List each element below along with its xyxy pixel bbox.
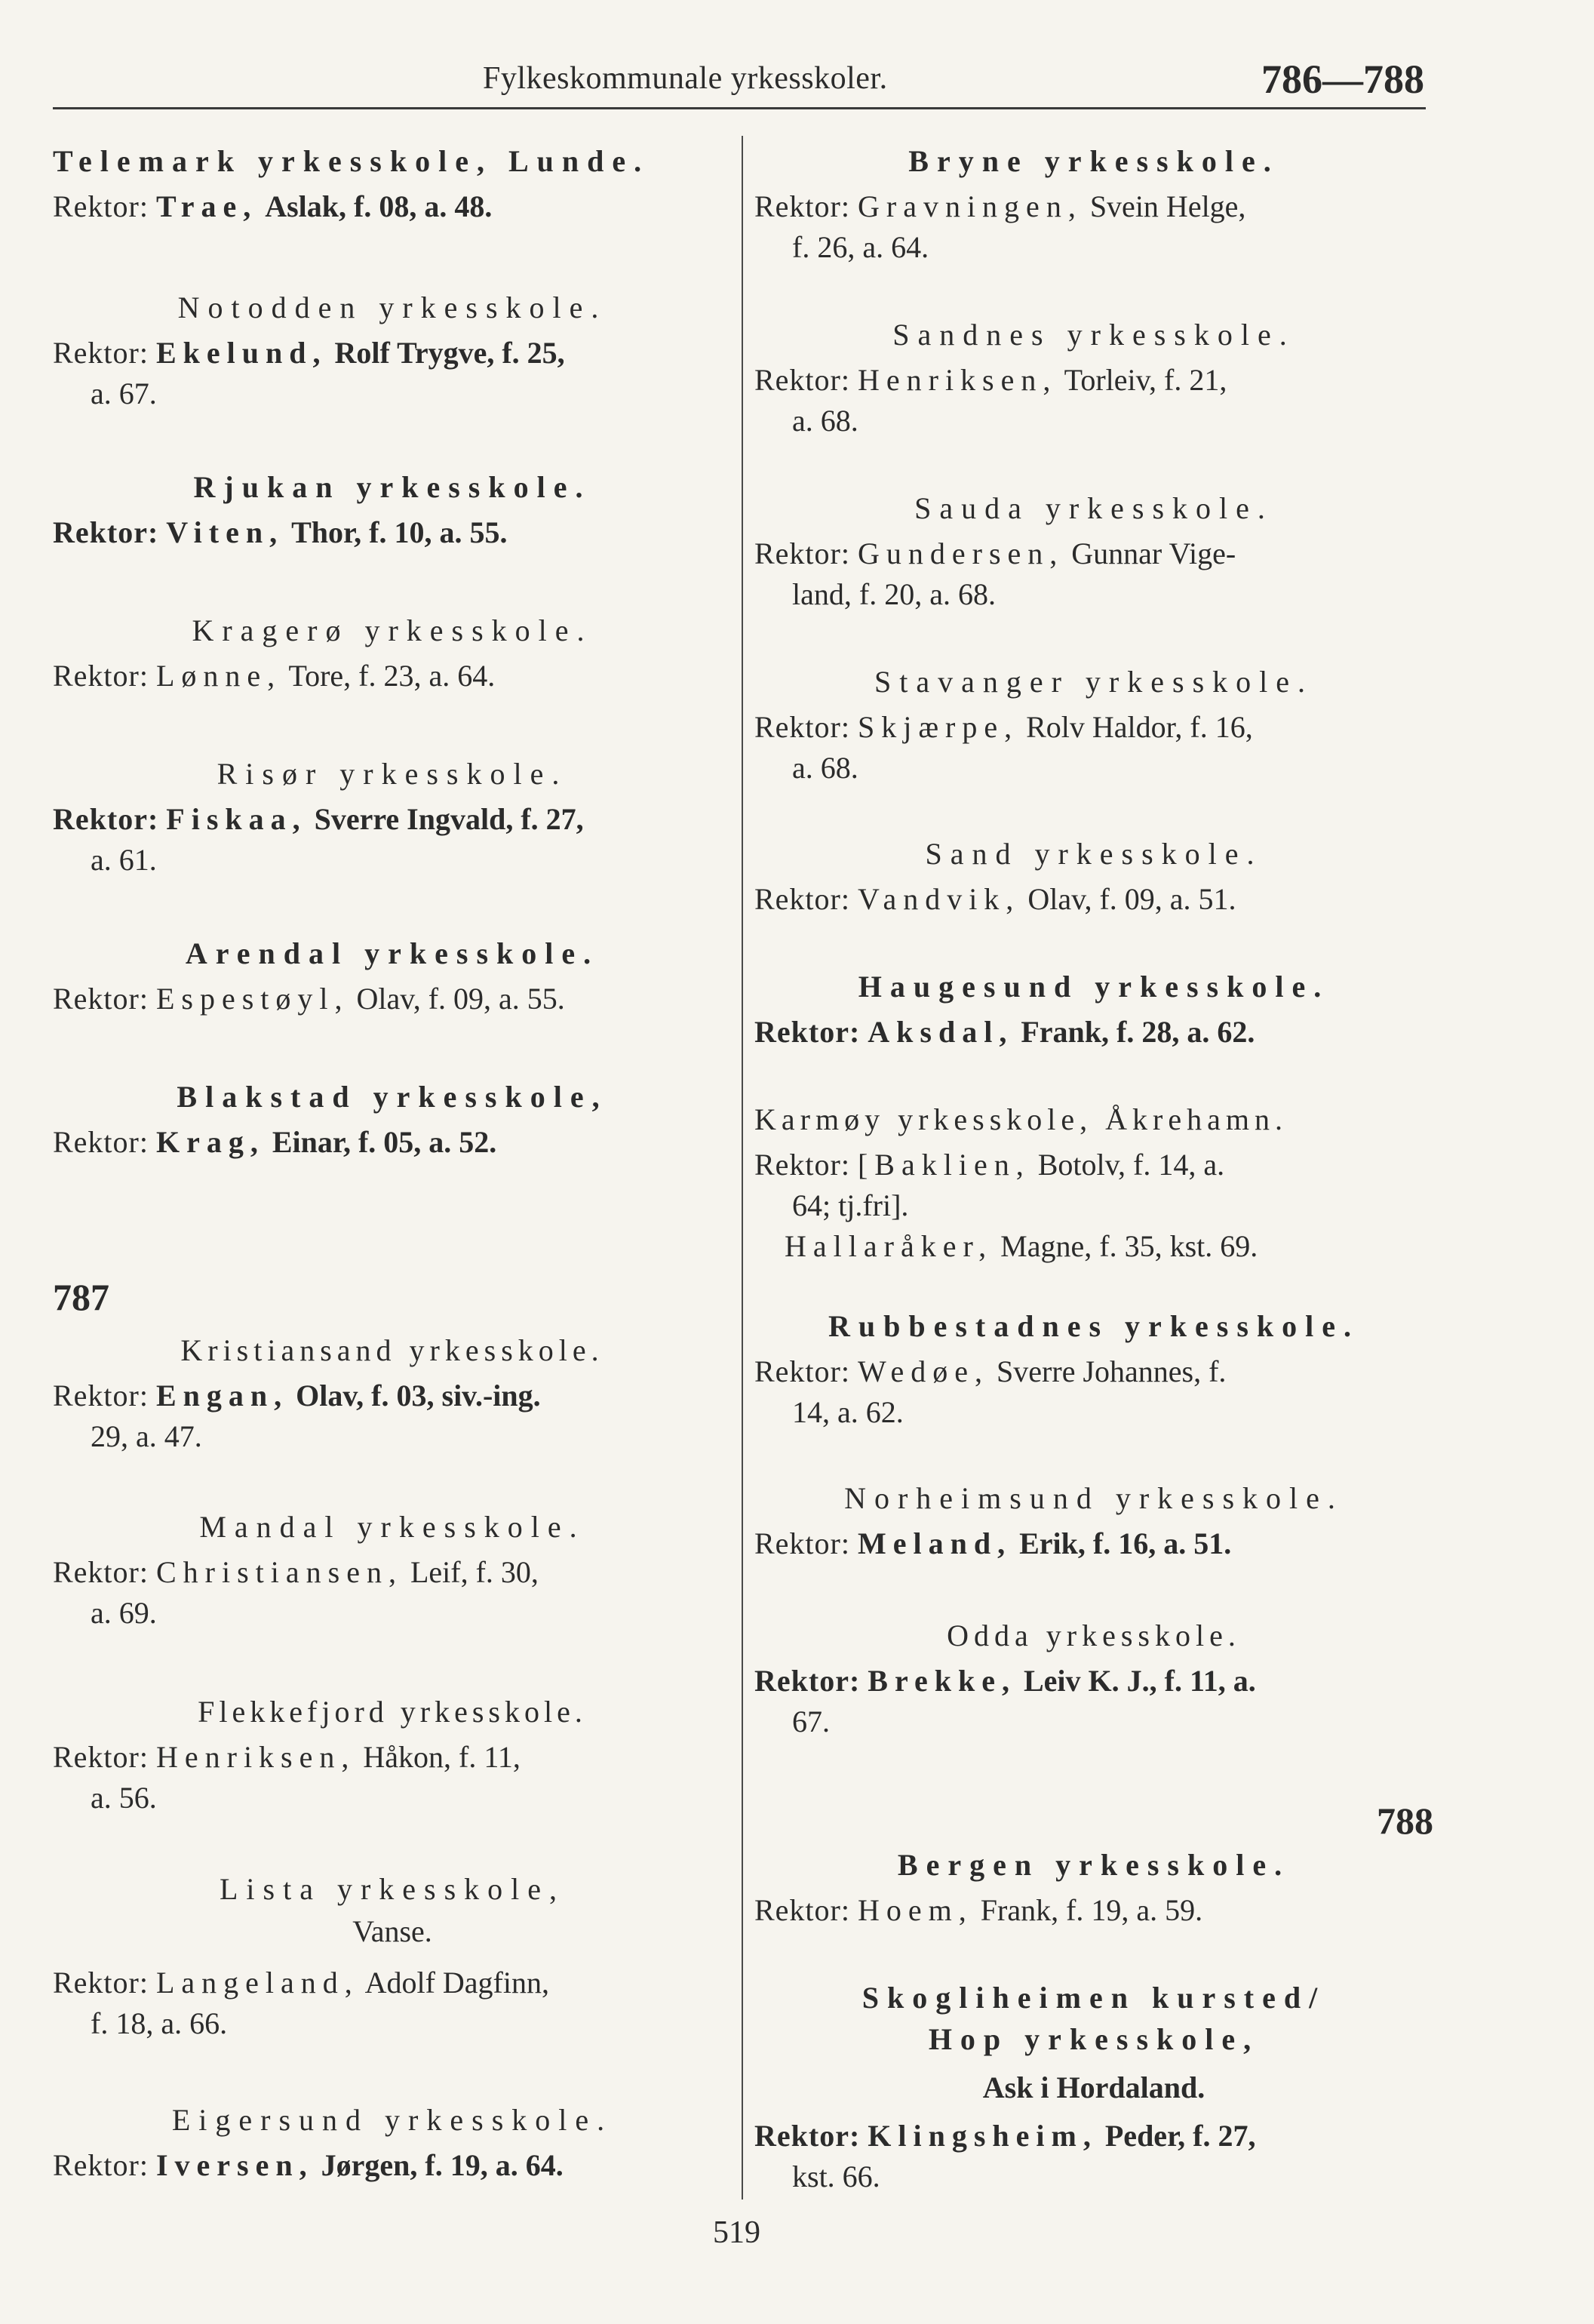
rektor-line: Rektor: Fiskaa, Sverre Ingvald, f. 27,	[53, 802, 584, 836]
school-name: Flekkefjord yrkesskole.	[198, 1695, 587, 1729]
school-name: Karmøy yrkesskole, Åkrehamn.	[754, 1102, 1288, 1136]
entry-telemark	[53, 143, 732, 227]
school-name: Sandnes yrkesskole.	[892, 318, 1295, 352]
entry-flekkefjord	[53, 1694, 732, 1818]
school-name: Rubbestadnes yrkesskole.	[828, 1309, 1360, 1343]
rektor-line-cont: a. 67.	[91, 377, 157, 410]
header-rule	[53, 107, 1426, 109]
rektor-line-cont: a. 69.	[91, 1596, 157, 1630]
school-name: Lista yrkesskole,	[219, 1872, 566, 1906]
school-name: Bryne yrkesskole.	[908, 144, 1279, 178]
entry-kragero	[53, 613, 732, 696]
entry-bryne	[754, 143, 1433, 268]
school-name-line1: Skogliheimen kursted/	[861, 1981, 1326, 2015]
school-name: Kristiansand yrkesskole.	[180, 1333, 604, 1367]
rektor-line-cont: f. 18, a. 66.	[91, 2006, 228, 2040]
page-number: 519	[713, 2215, 760, 2250]
entry-blakstad	[53, 1079, 732, 1163]
rektor-line-cont: f. 26, a. 64.	[792, 230, 929, 264]
entry-haugesund	[754, 969, 1433, 1053]
rektor-line: Rektor: Iversen, Jørgen, f. 19, a. 64.	[53, 2148, 564, 2182]
school-name: Sauda yrkesskole.	[914, 491, 1273, 525]
running-head-range: 786—788	[1261, 57, 1424, 102]
rektor-line: Rektor: Gravningen, Svein Helge,	[754, 189, 1246, 223]
rektor-line-cont: 64; tj.fri].	[792, 1188, 909, 1222]
entry-odda	[754, 1618, 1433, 1742]
rektor-line: Rektor: Lønne, Tore, f. 23, a. 64.	[53, 659, 496, 693]
entry-rjukan	[53, 469, 732, 553]
section-number-788: 788	[1377, 1800, 1433, 1842]
rektor-line-cont: 29, a. 47.	[91, 1419, 202, 1453]
rektor-line: Rektor: Hoem, Frank, f. 19, a. 59.	[754, 1893, 1203, 1927]
school-name: Arendal yrkesskole.	[185, 936, 600, 970]
rektor-line-cont: a. 61.	[91, 843, 157, 877]
school-name: Odda yrkesskole.	[947, 1618, 1241, 1652]
entry-kristiansand	[53, 1333, 732, 1457]
entry-mandal	[53, 1509, 732, 1634]
school-name: Norheimsund yrkesskole.	[844, 1481, 1344, 1515]
entry-risor	[53, 756, 732, 881]
rektor-line-cont: kst. 66.	[792, 2160, 880, 2193]
running-head-title: Fylkeskommunale yrkesskoler.	[483, 61, 888, 96]
rektor-line: Rektor: Engan, Olav, f. 03, siv.-ing.	[53, 1379, 541, 1413]
rektor-line: Rektor: Wedøe, Sverre Johannes, f.	[754, 1354, 1227, 1388]
rektor-line-cont: a. 68.	[792, 404, 858, 438]
school-name: Mandal yrkesskole.	[199, 1510, 585, 1544]
school-name: Blakstad yrkesskole,	[177, 1080, 608, 1114]
rektor-line: Rektor: Meland, Erik, f. 16, a. 51.	[754, 1526, 1232, 1560]
rektor-line: Rektor: [Baklien, Botolv, f. 14, a.	[754, 1148, 1225, 1182]
school-name: Kragerø yrkesskole.	[192, 613, 593, 647]
rektor-line: Rektor: Henriksen, Torleiv, f. 21,	[754, 363, 1227, 397]
rektor-line: Rektor: Langeland, Adolf Dagfinn,	[53, 1966, 549, 2000]
entry-eigersund	[53, 2102, 732, 2186]
school-name: Sand yrkesskole.	[925, 837, 1263, 871]
rektor-line: Rektor: Viten, Thor, f. 10, a. 55.	[53, 515, 508, 549]
school-name: Risør yrkesskole.	[217, 757, 568, 791]
rektor-line: Rektor: Krag, Einar, f. 05, a. 52.	[53, 1125, 497, 1159]
rektor-line: Rektor: Christiansen, Leif, f. 30,	[53, 1555, 539, 1589]
entry-sand	[754, 836, 1433, 920]
entry-rubbestadnes	[754, 1308, 1433, 1433]
rektor-line-2: Hallaråker, Magne, f. 35, kst. 69.	[785, 1229, 1258, 1263]
rektor-line: Rektor: Espestøyl, Olav, f. 09, a. 55.	[53, 982, 565, 1016]
rektor-line: Rektor: Klingsheim, Peder, f. 27,	[754, 2119, 1256, 2153]
school-name: Eigersund yrkesskole.	[171, 2103, 613, 2137]
section-number-787: 787	[53, 1276, 109, 1318]
rektor-line: Rektor: Vandvik, Olav, f. 09, a. 51.	[754, 882, 1236, 916]
entry-sauda	[754, 490, 1433, 615]
rektor-line-cont: a. 56.	[91, 1781, 157, 1815]
rektor-line: Rektor: Henriksen, Håkon, f. 11,	[53, 1740, 521, 1774]
school-name: Haugesund yrkesskole.	[858, 970, 1330, 1004]
entry-sandnes	[754, 317, 1433, 441]
rektor-line-cont: 14, a. 62.	[792, 1395, 904, 1429]
entry-lista	[53, 1871, 732, 2044]
school-place: Vanse.	[352, 1914, 432, 1948]
entry-skogliheimen	[754, 1980, 1433, 2197]
entry-stavanger	[754, 664, 1433, 788]
rektor-line-cont: land, f. 20, a. 68.	[792, 577, 996, 611]
entry-arendal	[53, 936, 732, 1019]
rektor-line: Rektor: Skjærpe, Rolv Haldor, f. 16,	[754, 710, 1253, 744]
rektor-line: Rektor: Trae, Aslak, f. 08, a. 48.	[53, 189, 493, 223]
school-place: Ask i Hordaland.	[982, 2070, 1205, 2104]
school-name: Telemark yrkesskole, Lunde.	[53, 144, 650, 178]
rektor-line-cont: 67.	[792, 1705, 830, 1738]
entry-notodden	[53, 290, 732, 414]
school-name: Rjukan yrkesskole.	[193, 470, 591, 504]
rektor-line: Rektor: Brekke, Leiv K. J., f. 11, a.	[754, 1664, 1256, 1698]
entry-norheimsund	[754, 1480, 1433, 1564]
entry-bergen	[754, 1847, 1433, 1931]
rektor-line: Rektor: Ekelund, Rolf Trygve, f. 25,	[53, 336, 565, 370]
entry-karmoy	[754, 1102, 1433, 1267]
rektor-line-cont: a. 68.	[792, 751, 858, 785]
rektor-line: Rektor: Gundersen, Gunnar Vige-	[754, 536, 1236, 570]
school-name: Notodden yrkesskole.	[177, 290, 607, 324]
rektor-line: Rektor: Aksdal, Frank, f. 28, a. 62.	[754, 1015, 1255, 1049]
school-name: Bergen yrkesskole.	[897, 1848, 1291, 1882]
school-name: Stavanger yrkesskole.	[874, 665, 1313, 699]
column-divider	[742, 136, 743, 2200]
school-name-line2: Hop yrkesskole,	[928, 2022, 1260, 2056]
